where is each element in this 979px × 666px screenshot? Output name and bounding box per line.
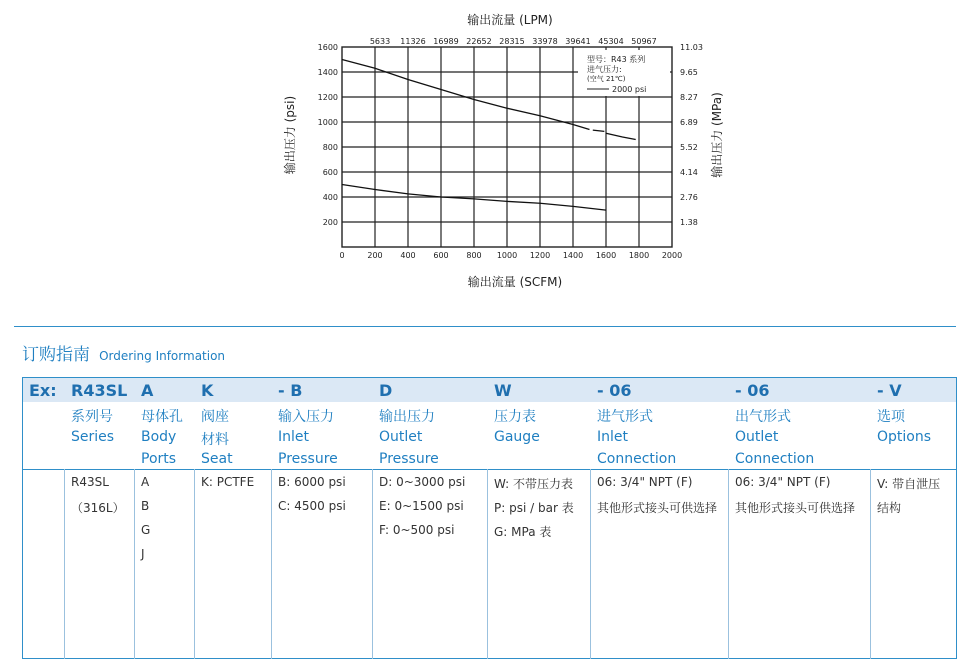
option-item: 其他形式接头可供选择	[735, 501, 856, 515]
series-line-2	[606, 133, 636, 139]
option-item: G	[141, 523, 151, 537]
right-tick-label: 8.27	[680, 93, 698, 102]
order-col-1	[63, 378, 133, 658]
part-code: K	[201, 381, 214, 400]
part-code: - V	[877, 381, 902, 400]
legend-inlet: 进气压力:	[587, 65, 622, 74]
x-tick-label: 200	[367, 251, 383, 260]
column-heading-line: 系列号	[71, 409, 113, 425]
option-item: A	[141, 475, 150, 489]
top-tick-label: 11326	[400, 37, 426, 46]
y-axis-label: 输出压力 (psi)	[283, 95, 297, 175]
order-col-2	[133, 378, 193, 658]
order-col-7	[589, 378, 727, 658]
option-item: P: psi / bar 表	[494, 501, 574, 515]
column-heading-line: 材料	[201, 432, 229, 448]
part-code: - 06	[597, 381, 632, 400]
right-tick-label: 4.14	[680, 168, 698, 177]
column-divider	[64, 469, 65, 659]
option-item: F: 0~500 psi	[379, 523, 455, 537]
column-heading-line: Connection	[597, 451, 677, 467]
y-tick-label: 1400	[317, 68, 338, 77]
section-title	[22, 340, 225, 365]
x-tick-label: 0	[339, 251, 345, 260]
x-axis-label: 输出流量 (SCFM)	[467, 275, 563, 289]
y-tick-label: 1200	[317, 93, 338, 102]
column-heading-line: 阀座	[201, 409, 229, 425]
order-col-8	[727, 378, 869, 658]
top-tick-label: 45304	[598, 37, 624, 46]
top-tick-label: 50967	[631, 37, 657, 46]
output-flow-chart	[0, 0, 979, 300]
column-heading-line: Outlet	[379, 429, 423, 445]
column-divider	[728, 469, 729, 659]
x-tick-label: 2000	[661, 251, 683, 260]
column-heading-line: Inlet	[597, 429, 628, 445]
column-heading-line: Body	[141, 429, 177, 445]
top-tick-label: 33978	[532, 37, 558, 46]
x-tick-label: 400	[400, 251, 416, 260]
column-heading-line: 选项	[877, 409, 905, 425]
column-divider	[870, 469, 871, 659]
column-heading-line: Series	[71, 429, 115, 445]
column-heading-line: 输入压力	[278, 409, 334, 425]
column-heading-line: Seat	[201, 451, 233, 467]
column-heading-line: Pressure	[278, 451, 338, 467]
option-item: G: MPa 表	[494, 525, 552, 539]
option-item: C: 4500 psi	[278, 499, 346, 513]
top-tick-label: 39641	[565, 37, 591, 46]
x-tick-label: 1800	[628, 251, 650, 260]
y-tick-label: 800	[322, 143, 338, 152]
column-divider	[271, 469, 272, 659]
option-item: W: 不带压力表	[494, 477, 574, 491]
section-title-cn: 订购指南	[22, 345, 90, 365]
legend-air: (空气 21℃)	[587, 75, 626, 83]
y-tick-label: 1000	[317, 118, 338, 127]
option-item: （316L）	[71, 501, 125, 515]
legend-model: 型号：R43 系列	[587, 55, 646, 64]
section-title-en: Ordering Information	[99, 349, 226, 363]
series-line-1	[342, 60, 590, 130]
column-heading-line: Inlet	[278, 429, 309, 445]
y-tick-label: 200	[322, 218, 338, 227]
option-item: 其他形式接头可供选择	[597, 501, 718, 515]
option-item: 06: 3/4" NPT (F)	[735, 475, 831, 489]
option-item: B	[141, 499, 150, 513]
ordering-table	[22, 377, 957, 659]
part-code: W	[494, 381, 512, 400]
top-tick-label: 16989	[433, 37, 459, 46]
y-tick-label: 1600	[317, 43, 338, 52]
top-tick-label: 5633	[369, 37, 391, 46]
part-code: - B	[278, 381, 303, 400]
order-col-9	[869, 378, 958, 658]
column-heading-line: 压力表	[494, 409, 536, 425]
column-heading-line: 出气形式	[735, 409, 791, 425]
column-divider	[487, 469, 488, 659]
option-item: E: 0~1500 psi	[379, 499, 464, 513]
column-heading-line: Pressure	[379, 451, 439, 467]
x-tick-label: 1600	[595, 251, 617, 260]
order-col-0	[23, 378, 63, 658]
column-heading-line: Options	[877, 429, 932, 445]
column-heading-line: Connection	[735, 451, 815, 467]
top-tick-label: 28315	[499, 37, 525, 46]
column-divider	[134, 469, 135, 659]
column-divider	[372, 469, 373, 659]
option-item: 06: 3/4" NPT (F)	[597, 475, 693, 489]
option-item: D: 0~3000 psi	[379, 475, 466, 489]
right-tick-label: 6.89	[680, 118, 698, 127]
order-col-4	[270, 378, 371, 658]
part-code: A	[141, 381, 154, 400]
column-heading-line: Gauge	[494, 429, 540, 445]
series-line-gap-mark	[593, 130, 605, 131]
column-divider	[590, 469, 591, 659]
right-axis-label: 输出压力 (MPa)	[710, 92, 724, 178]
right-tick-label: 2.76	[680, 193, 698, 202]
option-item: R43SL	[71, 475, 109, 489]
order-col-6	[486, 378, 589, 658]
right-tick-label: 9.65	[680, 68, 698, 77]
y-tick-label: 400	[322, 193, 338, 202]
order-col-5	[371, 378, 486, 658]
right-tick-label: 1.38	[680, 218, 698, 227]
order-col-3	[193, 378, 270, 658]
part-code: - 06	[735, 381, 770, 400]
y-tick-label: 600	[322, 168, 338, 177]
column-heading-line: 输出压力	[379, 409, 435, 425]
section-divider	[14, 326, 956, 327]
option-item: 结构	[877, 501, 902, 515]
column-heading-line: Ports	[141, 451, 177, 467]
part-code: R43SL	[71, 381, 128, 400]
part-code: D	[379, 381, 393, 400]
x-tick-label: 1400	[562, 251, 584, 260]
chart-legend	[578, 50, 670, 96]
column-divider	[194, 469, 195, 659]
x-tick-label: 1000	[496, 251, 518, 260]
top-tick-label: 22652	[466, 37, 492, 46]
column-heading-line: Outlet	[735, 429, 779, 445]
option-item: B: 6000 psi	[278, 475, 346, 489]
column-heading-line: 进气形式	[597, 409, 653, 425]
x-tick-label: 600	[433, 251, 449, 260]
top-axis-label: 输出流量 (LPM)	[467, 13, 553, 27]
right-tick-label: 5.52	[680, 143, 698, 152]
option-item: J	[141, 547, 145, 561]
option-item: V: 带自泄压	[877, 477, 941, 491]
option-item: K: PCTFE	[201, 475, 255, 489]
legend-series-label: 2000 psi	[612, 85, 647, 94]
right-tick-label: 11.03	[680, 43, 703, 52]
part-code: Ex:	[29, 381, 57, 400]
column-heading-line: 母体孔	[141, 409, 183, 425]
x-tick-label: 1200	[529, 251, 551, 260]
x-tick-label: 800	[466, 251, 482, 260]
